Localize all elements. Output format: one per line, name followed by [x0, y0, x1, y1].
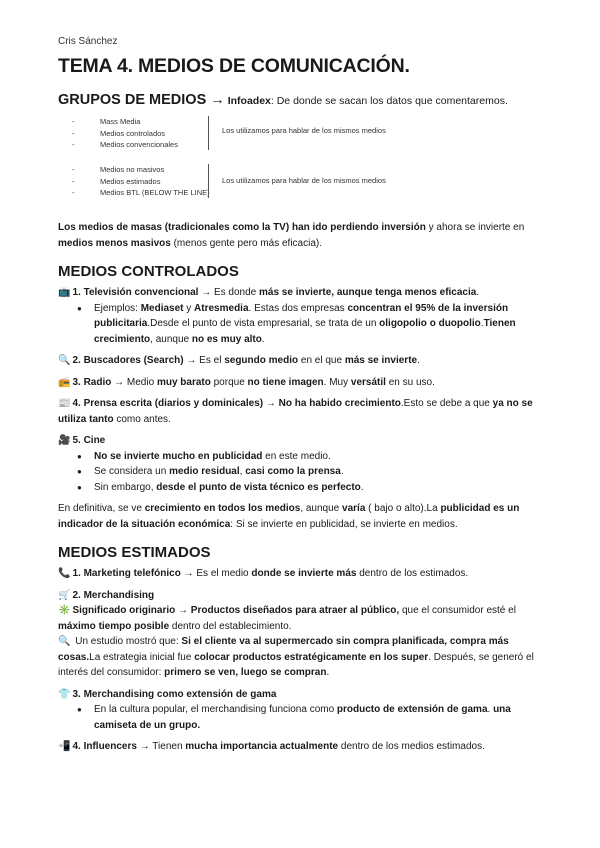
shirt-icon: 👕	[58, 688, 71, 700]
radio-icon: 📻	[58, 376, 71, 388]
cine-item: 🎥 5. Cine	[58, 433, 548, 449]
influencers-item: 📲 4. Influencers → Tienen mucha importancia actualmente dentro de los medios estimados.	[58, 739, 548, 755]
radio-item: 📻 3. Radio → Medio muy barato porque no tiene imagen. Muy versátil en su uso.	[58, 375, 548, 391]
list-item: ● En la cultura popular, el merchandising funciona como producto de extensión de gama. una camiseta de un grupo.	[94, 702, 548, 733]
grupos-desc: : De donde se sacan los datos que comentaremos.	[270, 95, 508, 107]
estimados-heading: MEDIOS ESTIMADOS	[58, 544, 211, 561]
merch-estudio: 🔍 Un estudio mostró que: Si el cliente va al supermercado sin compra planificada, compra más cosas.La estrategia inicial fue colocar productos estratégicamente en los super. Después, se generó el interés del consumidor: primero se ven, luego se compran.	[58, 636, 534, 678]
group-note: Los utilizamos para hablar de los mismos medios	[222, 126, 386, 135]
document-page	[58, 36, 548, 755]
brace-divider	[208, 116, 213, 150]
magnifier-icon: 🔍	[58, 355, 71, 366]
prensa-item: 📰 4. Prensa escrita (diarios y dominicales) → No ha habido crecimiento.Esto se debe a que ya no se utiliza tanto como antes.	[58, 398, 533, 425]
phone-icon: 📞	[58, 568, 71, 579]
list-item: - Medios estimados	[72, 176, 161, 186]
list-item: - Mass Media	[72, 117, 141, 126]
tv-examples-list	[58, 301, 548, 348]
list-item: ● Ejemplos: Mediaset y Atresmedia. Estas dos empresas concentran el 95% de la inversión publicitaria.Desde el punto de vista empresarial, se trata de un oligopolio o duopolio.Tienen crecimiento, aunque no es muy alto.	[94, 301, 548, 348]
infoadex-label: Infoadex	[227, 95, 271, 107]
intro-paragraph: Los medios de masas (tradicionales como la TV) han ido perdiendo inversión y ahora se invierte en medios menos masivos (menos gente pero más eficacia).	[58, 222, 525, 249]
page-title: TEMA 4. MEDIOS DE COMUNICACIÓN.	[58, 55, 410, 77]
cine-list	[58, 449, 548, 496]
newspaper-icon: 📰	[58, 398, 71, 409]
list-item: ● Sin embargo, desde el punto de vista técnico es perfecto.	[94, 480, 548, 496]
extension-item: 👕 3. Merchandising como extensión de gama	[58, 687, 548, 703]
grupos-heading-line	[58, 92, 548, 108]
camera-icon: 🎥	[58, 435, 71, 446]
magnifier-icon: 🔍	[58, 636, 71, 647]
controlados-heading: MEDIOS CONTROLADOS	[58, 263, 239, 280]
cart-icon: 🛒	[58, 589, 71, 601]
tv-item: 📺 1. Televisión convencional → Es donde más se invierte, aunque tenga menos eficacia.	[58, 285, 548, 301]
list-item: - Medios no masivos	[72, 165, 165, 174]
conclusion-paragraph: En definitiva, se ve crecimiento en todos los medios, aunque varía ( bajo o alto).La publicidad es un indicador de la situación económica: Si se invierte en publicidad, se invierte en medios.	[58, 503, 520, 530]
brace-divider	[208, 164, 213, 198]
extension-list	[58, 702, 548, 733]
author-name: Cris Sánchez	[58, 36, 118, 47]
media-group-list-2	[72, 164, 548, 200]
marketing-item: 📞 1. Marketing telefónico → Es el medio donde se invierte más dentro de los estimados.	[58, 566, 548, 582]
group-note: Los utilizamos para hablar de los mismos medios	[222, 176, 386, 185]
media-group-list-1	[72, 116, 548, 152]
list-item: - Medios BTL (BELOW THE LINE)	[72, 188, 210, 197]
mobile-icon: 📲	[58, 741, 71, 752]
grupos-heading: GRUPOS DE MEDIOS →	[58, 92, 225, 108]
list-item: ● No se invierte mucho en publicidad en este medio.	[94, 449, 548, 465]
list-item: - Medios convencionales	[72, 140, 178, 149]
list-item: - Medios controlados	[72, 128, 166, 138]
sparkle-icon: ✳️	[58, 605, 71, 616]
tv-icon: 📺	[58, 287, 71, 298]
list-item: ● Se considera un medio residual, casi como la prensa.	[94, 464, 548, 480]
buscadores-item: 🔍 2. Buscadores (Search) → Es el segundo medio en el que más se invierte.	[58, 353, 548, 369]
merch-item: 🛒 2. Merchandising	[58, 588, 548, 604]
merch-significado: ✳️ Significado originario → Productos diseñados para atraer al público, que el consumidor esté el máximo tiempo posible dentro del establecimiento.	[58, 605, 516, 632]
